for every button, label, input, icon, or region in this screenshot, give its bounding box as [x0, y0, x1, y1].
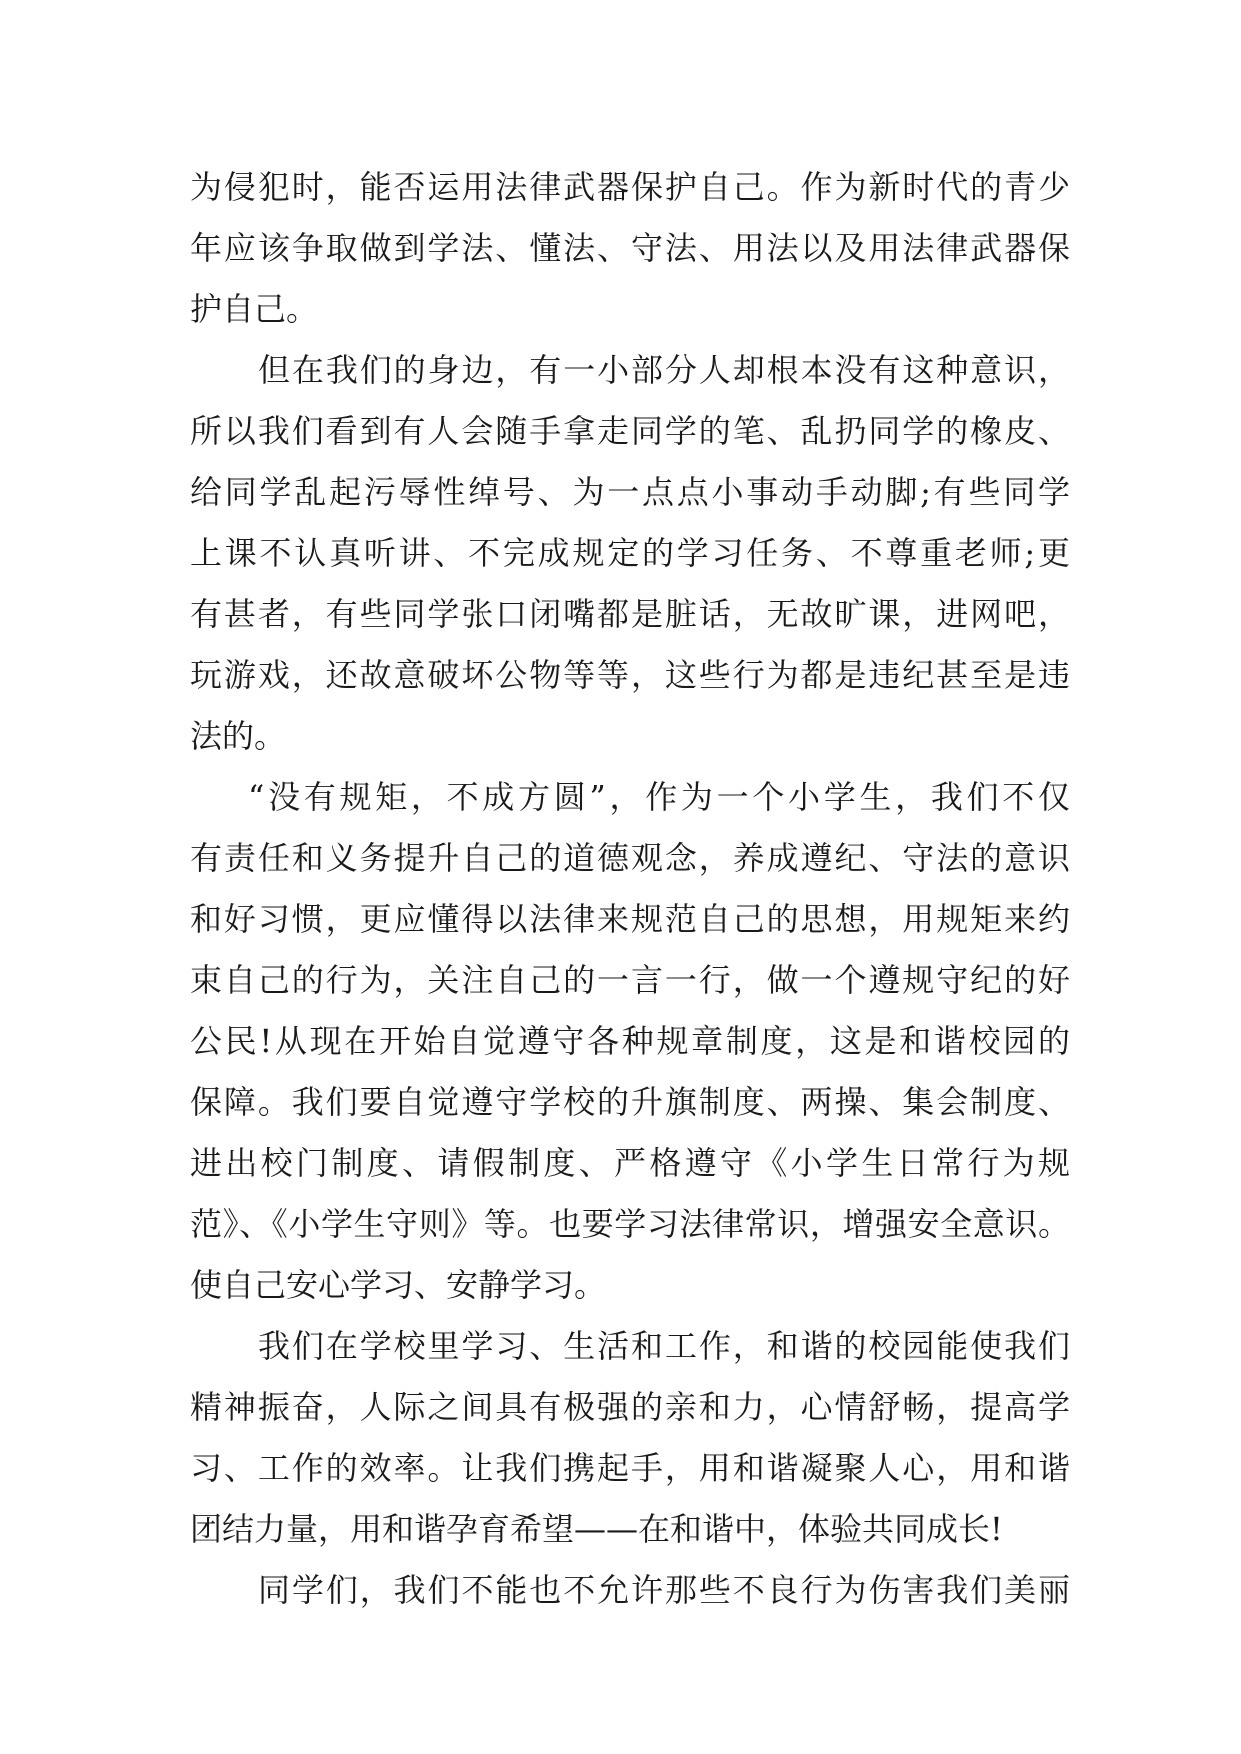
text-line: 有甚者，有些同学张口闭嘴都是脏话，无故旷课，进网吧， — [190, 595, 1070, 633]
text-line: “没有规矩，不成方圆”，作为一个小学生，我们不仅 — [248, 778, 1070, 816]
text-line: 使自己安心学习、安静学习。 — [190, 1266, 607, 1304]
text-line: 和好习惯，更应懂得以法律来规范自己的思想，用规矩来约 — [190, 900, 1070, 938]
text-line: 有责任和义务提升自己的道德观念，养成遵纪、守法的意识 — [190, 839, 1070, 877]
text-line: 同学们，我们不能也不允许那些不良行为伤害我们美丽 — [258, 1571, 1070, 1609]
text-line: 年应该争取做到学法、懂法、守法、用法以及用法律武器保 — [190, 229, 1070, 267]
text-line: 进出校门制度、请假制度、严格遵守《小学生日常行为规 — [190, 1144, 1070, 1182]
text-line: 给同学乱起污辱性绰号、为一点点小事动手动脚;有些同学 — [190, 473, 1070, 511]
text-line: 公民!从现在开始自觉遵守各种规章制度，这是和谐校园的 — [190, 1022, 1070, 1060]
text-line: 束自己的行为，关注自己的一言一行，做一个遵规守纪的好 — [190, 961, 1070, 999]
text-line: 玩游戏，还故意破坏公物等等，这些行为都是违纪甚至是违 — [190, 656, 1070, 694]
text-line: 上课不认真听讲、不完成规定的学习任务、不尊重老师;更 — [190, 534, 1070, 572]
text-line: 所以我们看到有人会随手拿走同学的笔、乱扔同学的橡皮、 — [190, 412, 1070, 450]
text-line: 保障。我们要自觉遵守学校的升旗制度、两操、集会制度、 — [190, 1083, 1070, 1121]
text-line: 护自己。 — [190, 290, 319, 328]
text-line: 精神振奋，人际之间具有极强的亲和力，心情舒畅，提高学 — [190, 1388, 1070, 1426]
document-body — [190, 157, 1070, 1621]
text-line: 习、工作的效率。让我们携起手，用和谐凝聚人心，用和谐 — [190, 1449, 1070, 1487]
text-line: 法的。 — [190, 717, 287, 755]
text-line: 但在我们的身边，有一小部分人却根本没有这种意识， — [258, 351, 1070, 389]
text-line: 范》、《小学生守则》等。也要学习法律常识，增强安全意识。 — [190, 1205, 1070, 1243]
text-line: 为侵犯时，能否运用法律武器保护自己。作为新时代的青少 — [190, 168, 1070, 206]
text-line: 我们在学校里学习、生活和工作，和谐的校园能使我们 — [258, 1327, 1070, 1365]
text-line: 团结力量，用和谐孕育希望——在和谐中，体验共同成长! — [190, 1510, 1003, 1548]
